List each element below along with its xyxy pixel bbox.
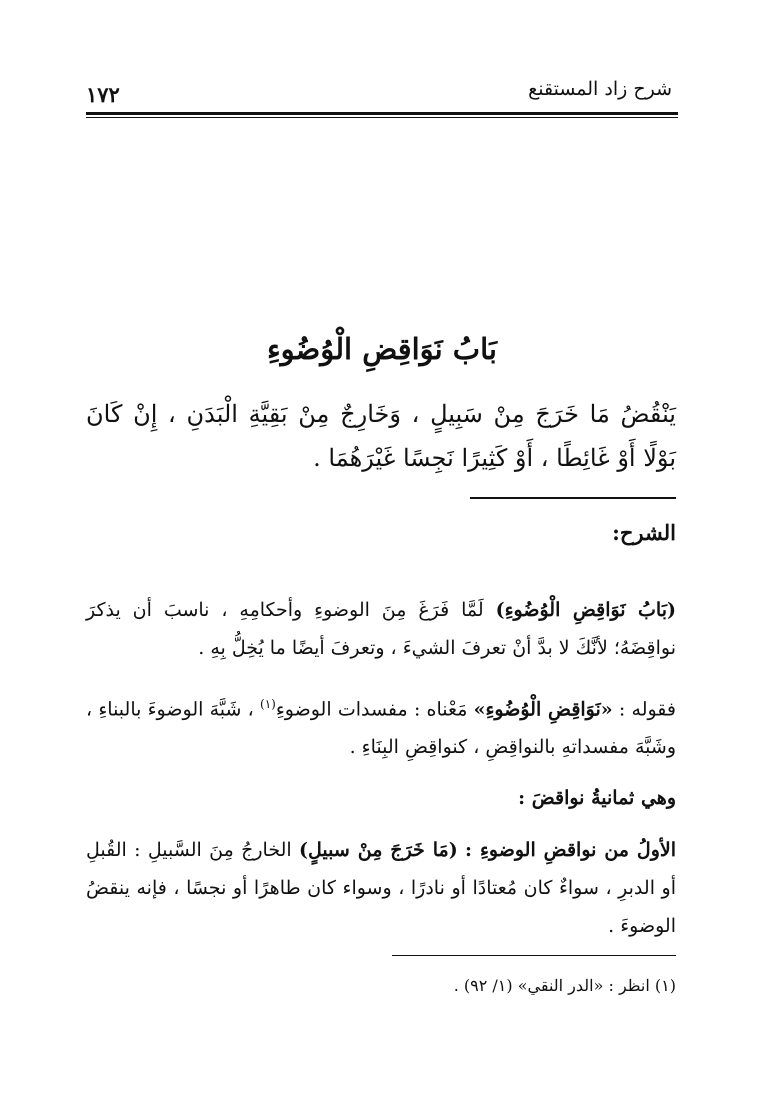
footnote-marker: (١): [260, 697, 276, 711]
commentary-paragraph-2: [86, 685, 676, 766]
paragraph-text: لَمَّا فَرَغَ مِنَ الوضوءِ وأحكامِهِ ، ناسبَ أن يذكرَ نواقِضَهُ؛ لأنَّكَ لا بدَّ أنْ تعرفَ الشيءَ ، وتعرفَ أيضًا ما يُخِلُّ بِهِ .: [86, 599, 676, 659]
running-title: شرح زاد المستقنع: [528, 78, 672, 100]
footnote-rule: [392, 955, 676, 956]
paragraph-text: مَعْناه : مفسدات الوضوءِ: [275, 698, 468, 721]
running-header: [86, 70, 678, 110]
commentary-heading: الشرح:: [612, 520, 676, 545]
quoted-matn: (مَا خَرَجَ مِنْ سبيلٍ): [299, 839, 458, 861]
quoted-matn: «نَوَاقِضِ الْوُضُوءِ»: [473, 698, 613, 721]
quoted-matn: (بَابُ نَوَاقِضِ الْوُضُوءِ): [495, 599, 677, 621]
commentary-paragraph-3: وهي ثمانيةُ نواقضَ :: [518, 787, 676, 809]
header-rule-thick: [86, 112, 678, 115]
paragraph-text: الخارجُ مِنَ السَّبيلِ : القُبلِ أو الدبرِ ، سواءٌ كان مُعتادًا أو نادرًا ، وسواء كان طاهرًا أو نجسًا ، فإنه ينقضُ الوضوءَ .: [86, 839, 676, 937]
header-rule-thin: [86, 117, 678, 118]
paragraph-lead: فقوله :: [618, 698, 676, 721]
paragraph-lead: الأولُ من نواقضِ الوضوءِ :: [465, 839, 677, 861]
commentary-paragraph-4: [86, 831, 676, 945]
matn-text: يَنْقُضُ مَا خَرَجَ مِنْ سَبِيلٍ ، وَخَارِجٌ مِنْ بَقِيَّةِ الْبَدَنِ ، إِنْ كَانَ بَوْلًا أَوْ غَائِطًا ، أَوْ كَثِيرًا نَجِسًا غَيْرَهُمَا .: [86, 400, 676, 472]
footnote: (١) انظر : «الدر النقي» (١/ ٩٢) .: [453, 976, 676, 995]
paragraph-text: ، شَبَّهَ الوضوءَ بالبناءِ ، وشَبَّهَ مفسداتهِ بالنواقِضِ ، كنواقِضِ البِنَاءِ .: [86, 698, 676, 759]
commentary-paragraph-1: [86, 591, 676, 667]
matn-divider: [470, 497, 676, 499]
chapter-title: بَابُ نَوَاقِضِ الْوُضُوءِ: [266, 332, 498, 366]
page-number: ١٧٢: [86, 82, 120, 107]
